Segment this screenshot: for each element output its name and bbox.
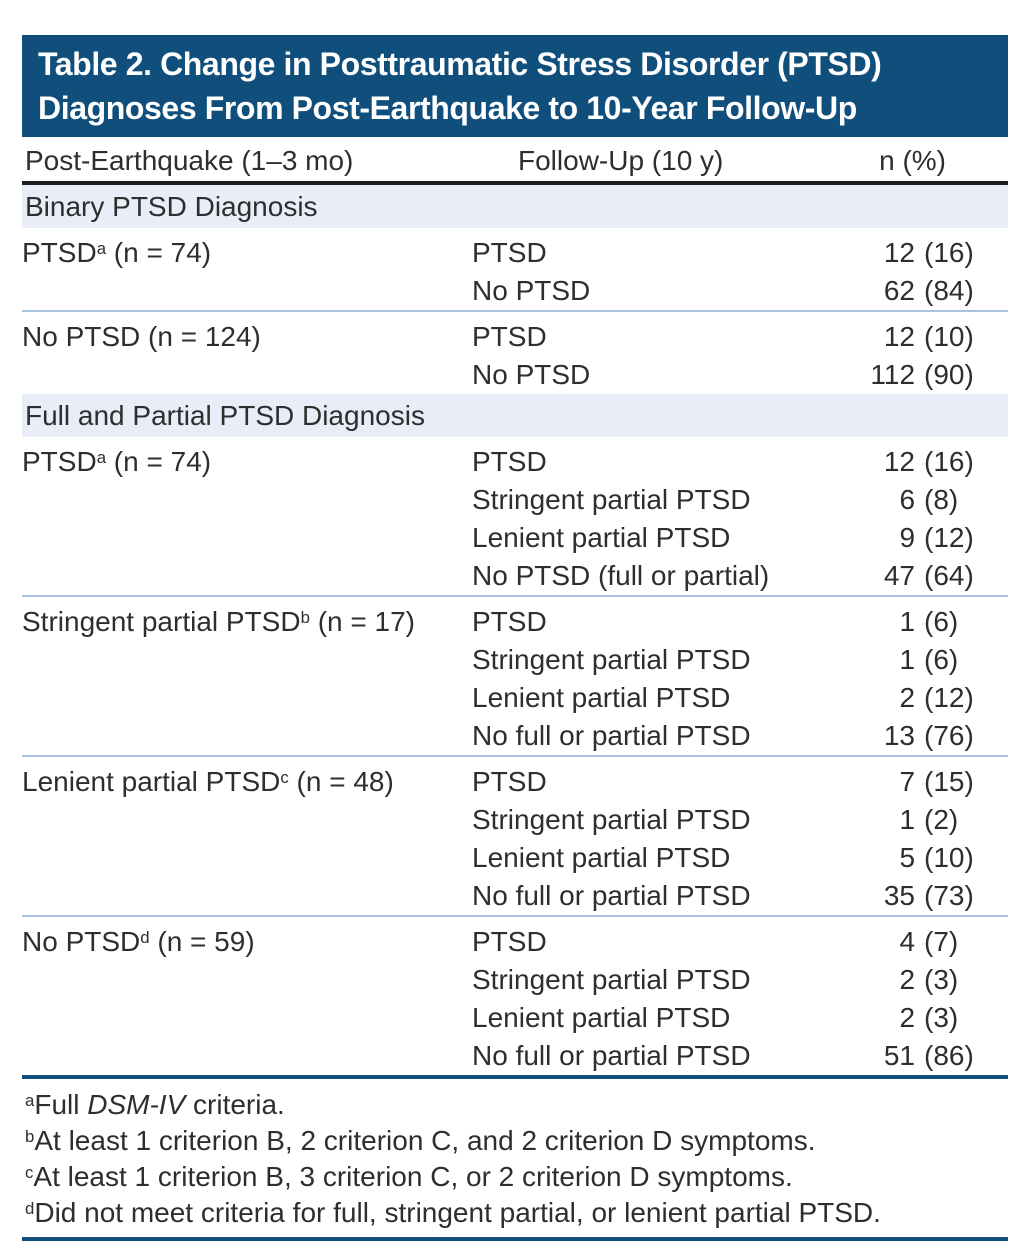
table-row: [22, 756, 1008, 801]
group-label: No PTSD (n = 124): [22, 321, 261, 352]
n-value: 47: [883, 560, 916, 591]
count-cell: [804, 877, 1008, 916]
count-cell: [804, 916, 1008, 961]
pct-value: (10): [924, 321, 974, 352]
footnote-marker: b: [25, 1127, 35, 1147]
pct-value: (7): [924, 926, 959, 957]
column-header-follow-up: Follow-Up (10 y): [518, 145, 724, 176]
count-cell: [804, 756, 1008, 801]
table-title-line1: Table 2. Change in Posttraumatic Stress Disorder (PTSD): [38, 46, 882, 82]
group-label: PTSD: [22, 237, 97, 268]
group-label-cell: [22, 228, 472, 311]
pct-value: (3): [924, 1002, 959, 1033]
group-label: Stringent partial PTSD: [22, 606, 301, 637]
followup-cell: No PTSD: [472, 275, 591, 306]
section-header-label: Binary PTSD Diagnosis: [22, 185, 1008, 228]
pct-value: (6): [924, 606, 959, 637]
section-header-row: [22, 185, 1008, 228]
table-title-line2: Diagnoses From Post-Earthquake to 10-Year Follow-Up: [38, 90, 857, 126]
n-value: 12: [883, 446, 916, 477]
footnote-text: At least 1 criterion B, 2 criterion C, and 2 criterion D symptoms.: [34, 1125, 816, 1156]
followup-cell: Lenient partial PTSD: [472, 1002, 731, 1033]
table-row: [22, 596, 1008, 641]
n-value: 12: [883, 321, 916, 352]
count-cell: [804, 1037, 1008, 1075]
table-row: [22, 228, 1008, 272]
footnote-text: criteria.: [185, 1089, 285, 1120]
followup-cell: PTSD: [472, 321, 547, 352]
table-row: [22, 437, 1008, 481]
pct-value: (8): [924, 484, 959, 515]
pct-value: (16): [924, 446, 974, 477]
n-value: 13: [883, 720, 916, 751]
n-value: 4: [899, 926, 916, 957]
pct-value: (10): [924, 842, 974, 873]
followup-cell: PTSD: [472, 606, 547, 637]
count-cell: [804, 437, 1008, 481]
footnote-marker: c: [280, 768, 289, 788]
row-group-no-ptsd-binary: [22, 311, 1008, 394]
table-row: [22, 916, 1008, 961]
followup-cell: Stringent partial PTSD: [472, 644, 751, 675]
row-group-ptsd-a-binary: [22, 228, 1008, 311]
count-cell: [804, 481, 1008, 519]
figure-bottom-rule: [22, 1237, 1008, 1241]
followup-cell: PTSD: [472, 766, 547, 797]
followup-cell: PTSD: [472, 237, 547, 268]
group-label-cell: [22, 311, 472, 394]
n-value: 112: [870, 359, 916, 390]
group-label-rest: (n = 48): [288, 766, 394, 797]
pct-value: (2): [924, 804, 959, 835]
footnote-b: [25, 1123, 1008, 1159]
group-label-cell: [22, 596, 472, 756]
footnote-marker: c: [25, 1163, 34, 1183]
footnote-marker: a: [96, 239, 107, 259]
footnote-marker: d: [25, 1199, 35, 1219]
followup-cell: No PTSD (full or partial): [472, 560, 770, 591]
group-label-cell: [22, 437, 472, 596]
section-header-full-partial: [22, 394, 1008, 437]
footnote-text-italic: DSM-IV: [87, 1089, 186, 1120]
row-group-lenient-partial: [22, 756, 1008, 916]
count-cell: [804, 641, 1008, 679]
row-group-stringent-partial: [22, 596, 1008, 756]
n-value: 7: [899, 766, 916, 797]
section-header-row: [22, 394, 1008, 437]
n-value: 1: [899, 804, 916, 835]
followup-cell: Lenient partial PTSD: [472, 842, 731, 873]
footnote-marker: a: [96, 448, 107, 468]
footnote-a: [25, 1087, 1008, 1123]
pct-value: (15): [924, 766, 974, 797]
footnote-marker: a: [25, 1091, 35, 1111]
group-label-rest: (n = 17): [309, 606, 415, 637]
row-group-ptsd-a-full: [22, 437, 1008, 596]
table-title-bar: [22, 35, 1008, 137]
count-cell: [804, 557, 1008, 596]
n-value: 1: [899, 606, 916, 637]
count-cell: [804, 228, 1008, 272]
column-header-n-percent: n (%): [879, 145, 946, 176]
followup-cell: Stringent partial PTSD: [472, 484, 751, 515]
count-cell: [804, 717, 1008, 756]
group-label: No PTSD: [22, 926, 141, 957]
followup-cell: No full or partial PTSD: [472, 1040, 751, 1071]
count-cell: [804, 356, 1008, 394]
n-value: 12: [883, 237, 916, 268]
group-label-rest: (n = 59): [149, 926, 255, 957]
pct-value: (6): [924, 644, 959, 675]
count-cell: [804, 679, 1008, 717]
n-value: 6: [899, 484, 916, 515]
count-cell: [804, 272, 1008, 311]
section-header-binary: [22, 185, 1008, 228]
count-cell: [804, 311, 1008, 356]
pct-value: (12): [924, 522, 974, 553]
footnote-text: Full: [34, 1089, 88, 1120]
footnote-text: At least 1 criterion B, 3 criterion C, or 2 criterion D symptoms.: [33, 1161, 793, 1192]
footnote-text: Did not meet criteria for full, stringent partial, or lenient partial PTSD.: [34, 1197, 881, 1228]
n-value: 35: [883, 880, 916, 911]
table-figure: [22, 35, 1008, 1241]
group-label-cell: [22, 756, 472, 916]
footnote-marker: b: [300, 608, 310, 628]
n-value: 2: [899, 1002, 916, 1033]
count-cell: [804, 999, 1008, 1037]
followup-cell: PTSD: [472, 446, 547, 477]
footnote-d: [25, 1195, 1008, 1231]
pct-value: (76): [924, 720, 974, 751]
pct-value: (90): [924, 359, 974, 390]
column-header-post-earthquake: Post-Earthquake (1–3 mo): [25, 145, 354, 176]
n-value: 2: [899, 964, 916, 995]
followup-cell: Stringent partial PTSD: [472, 964, 751, 995]
followup-cell: Lenient partial PTSD: [472, 522, 731, 553]
count-cell: [804, 801, 1008, 839]
n-value: 9: [899, 522, 916, 553]
followup-cell: No full or partial PTSD: [472, 720, 751, 751]
count-cell: [804, 839, 1008, 877]
count-cell: [804, 596, 1008, 641]
group-label-rest: (n = 74): [106, 446, 212, 477]
group-label: Lenient partial PTSD: [22, 766, 281, 797]
n-value: 5: [899, 842, 916, 873]
footnotes: [22, 1079, 1008, 1237]
footnote-c: [25, 1159, 1008, 1195]
followup-cell: Lenient partial PTSD: [472, 682, 731, 713]
row-group-no-ptsd-full: [22, 916, 1008, 1075]
column-header-row: [22, 137, 1008, 185]
pct-value: (86): [924, 1040, 974, 1071]
count-cell: [804, 961, 1008, 999]
followup-cell: Stringent partial PTSD: [472, 804, 751, 835]
pct-value: (3): [924, 964, 959, 995]
pct-value: (84): [924, 275, 974, 306]
n-value: 51: [883, 1040, 916, 1071]
pct-value: (73): [924, 880, 974, 911]
followup-cell: No PTSD: [472, 359, 591, 390]
n-value: 1: [899, 644, 916, 675]
pct-value: (64): [924, 560, 974, 591]
count-cell: [804, 519, 1008, 557]
group-label: PTSD: [22, 446, 97, 477]
section-header-label: Full and Partial PTSD Diagnosis: [22, 394, 1008, 437]
n-value: 2: [899, 682, 916, 713]
group-label-rest: (n = 74): [106, 237, 212, 268]
pct-value: (12): [924, 682, 974, 713]
followup-cell: No full or partial PTSD: [472, 880, 751, 911]
n-value: 62: [883, 275, 916, 306]
data-table: [22, 185, 1008, 1075]
table-row: [22, 311, 1008, 356]
followup-cell: PTSD: [472, 926, 547, 957]
group-label-cell: [22, 916, 472, 1075]
pct-value: (16): [924, 237, 974, 268]
footnote-marker: d: [140, 928, 150, 948]
